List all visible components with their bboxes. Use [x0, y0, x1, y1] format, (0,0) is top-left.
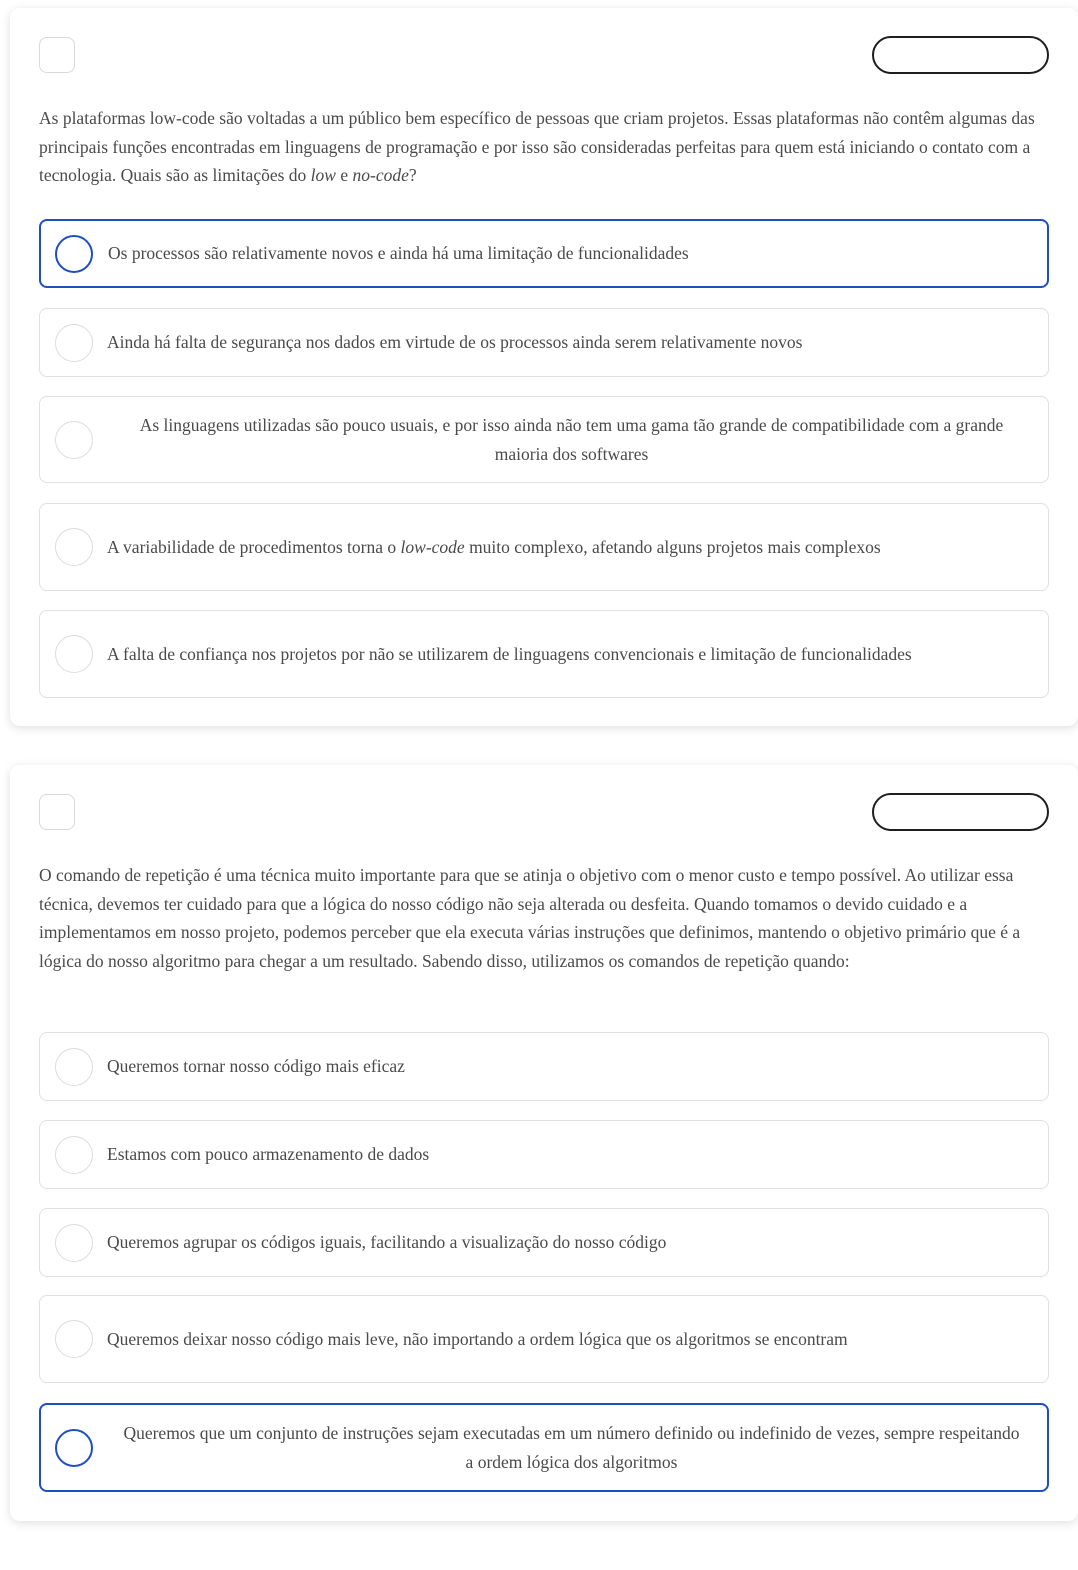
answer-option-a[interactable]	[39, 219, 1049, 288]
answer-option-e[interactable]	[39, 610, 1049, 698]
answer-option-label: Queremos que um conjunto de instruções sejam executadas em um número definido ou indefinido de vezes, sempre respeitando a ordem lógica dos algoritmos	[123, 1422, 1020, 1472]
question-checkbox[interactable]	[39, 794, 75, 830]
question-status-button[interactable]	[872, 36, 1049, 74]
question-card-1	[10, 8, 1078, 726]
question-header	[10, 8, 1078, 88]
answer-option-label: Ainda há falta de segurança nos dados em virtude de os processos ainda serem relativamente novos	[107, 332, 803, 352]
answer-option-label: A falta de confiança nos projetos por não se utilizarem de linguagens convencionais e limitação de funcionalidades	[107, 643, 912, 664]
answer-option-e[interactable]	[39, 1403, 1049, 1492]
answer-option-label: Queremos agrupar os códigos iguais, facilitando a visualização do nosso código	[107, 1232, 667, 1252]
answer-option-c[interactable]	[39, 396, 1049, 483]
question-text: O comando de repetição é uma técnica muito importante para que se atinja o objetivo com o menor custo e tempo possível. Ao utilizar essa técnica, devemos ter cuidado para que a lógica do nosso código não seja alterada ou desfeita. Quando tomamos o devido cuidado e a implementamos em nosso projeto, podemos perceber que ela executa várias instruções que definimos, mantendo o objetivo primário que é a lógica do nosso algoritmo para chegar a um resultado. Sabendo disso, utilizamos os comandos de repetição quando:	[39, 865, 1021, 971]
question-card-2	[10, 765, 1078, 1521]
answer-option-c[interactable]	[39, 1208, 1049, 1277]
radio-button[interactable]	[55, 324, 93, 362]
answer-option-label: A variabilidade de procedimentos torna o low-code muito complexo, afetando alguns projetos mais complexos	[107, 536, 881, 557]
radio-button[interactable]	[55, 1429, 93, 1467]
question-text: As plataformas low-code são voltadas a um público bem específico de pessoas que criam projetos. Essas plataformas não contêm algumas das principais funções encontradas em linguagens de programação e por isso são consideradas perfeitas para quem está iniciando o contato com a tecnologia. Quais são as limitações do low e no-code?	[39, 108, 1035, 185]
answer-option-b[interactable]	[39, 1120, 1049, 1189]
radio-button[interactable]	[55, 528, 93, 566]
answer-option-d[interactable]	[39, 503, 1049, 591]
answer-option-b[interactable]	[39, 308, 1049, 377]
answer-option-label: Estamos com pouco armazenamento de dados	[107, 1144, 430, 1164]
radio-button[interactable]	[55, 1048, 93, 1086]
question-status-button[interactable]	[872, 793, 1049, 831]
radio-button[interactable]	[55, 1224, 93, 1262]
question-header	[10, 765, 1078, 845]
answer-option-d[interactable]	[39, 1295, 1049, 1383]
radio-button[interactable]	[55, 1136, 93, 1174]
radio-button[interactable]	[55, 421, 93, 459]
answer-option-a[interactable]	[39, 1032, 1049, 1101]
radio-button[interactable]	[55, 235, 93, 273]
question-checkbox[interactable]	[39, 37, 75, 73]
radio-button[interactable]	[55, 635, 93, 673]
answer-option-label: Os processos são relativamente novos e ainda há uma limitação de funcionalidades	[108, 243, 689, 263]
radio-button[interactable]	[55, 1320, 93, 1358]
answer-option-label: Queremos tornar nosso código mais eficaz	[107, 1056, 405, 1076]
answer-option-label: As linguagens utilizadas são pouco usuais, e por isso ainda não tem uma gama tão grande de compatibilidade com a grande maioria dos softwares	[139, 414, 1004, 464]
answer-option-label: Queremos deixar nosso código mais leve, não importando a ordem lógica que os algoritmos se encontram	[107, 1328, 848, 1349]
